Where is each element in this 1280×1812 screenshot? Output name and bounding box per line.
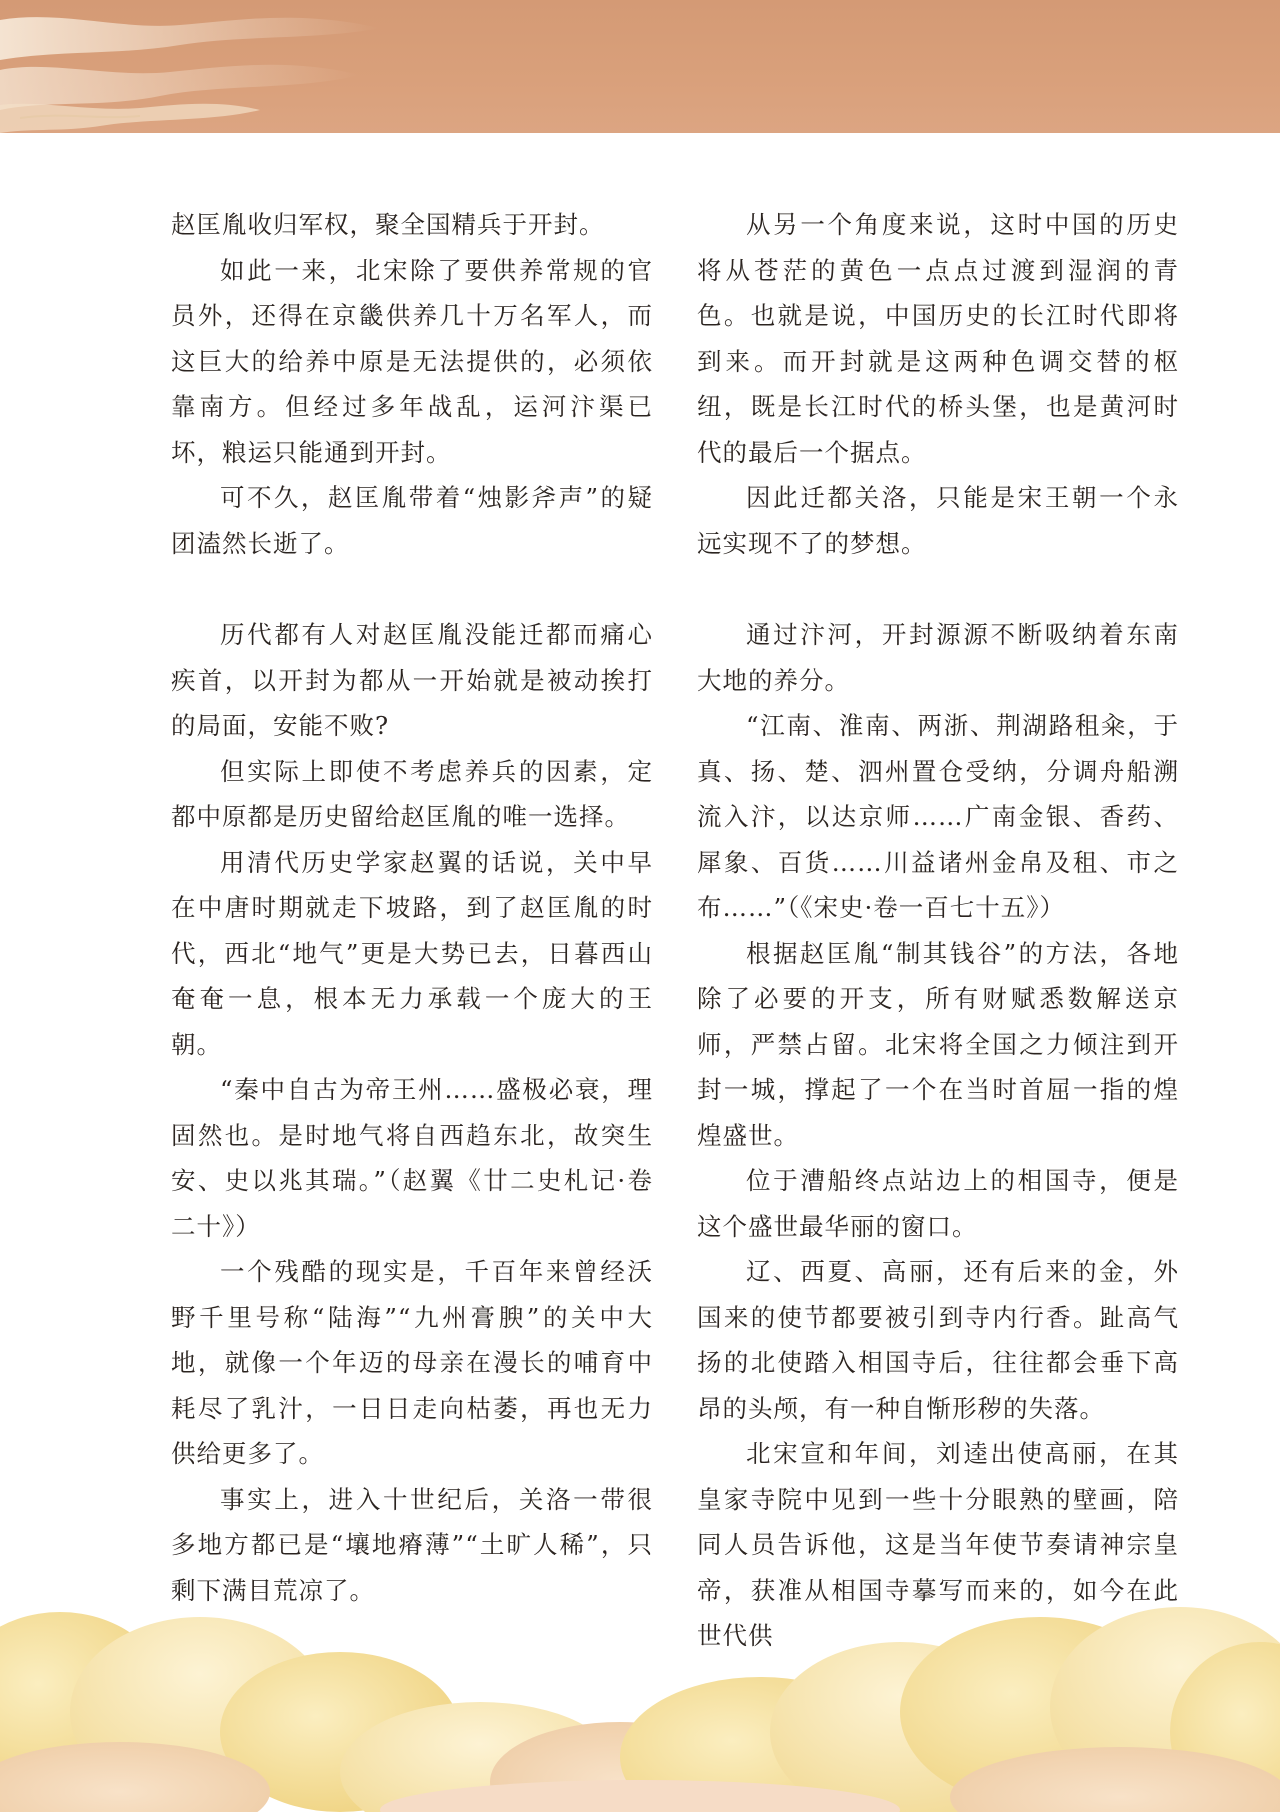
paragraph: 赵匡胤收归军权，聚全国精兵于开封。 [171, 210, 605, 239]
paragraph: 北宋宣和年间，刘逵出使高丽，在其皇家寺院中见到一些十分眼熟的壁画，陪同人员告诉他，这是当年使节奏请神宗皇帝，获准从相国寺摹写而来的，如今在此世代供 [697, 1439, 1179, 1650]
paragraph: 因此迁都关洛，只能是宋王朝一个永远实现不了的梦想。 [697, 483, 1179, 558]
paragraph: 但实际上即使不考虑养兵的因素，定都中原都是历史留给赵匡胤的唯一选择。 [171, 756, 653, 831]
paragraph: 辽、西夏、高丽，还有后来的金，外国来的使节都要被引到寺内行香。趾高气扬的北使踏入相国寺后，往往都会垂下高昂的头颅，有一种自惭形秽的失落。 [697, 1257, 1179, 1423]
top-banner [0, 0, 1280, 133]
paragraph: 根据赵匡胤“制其钱谷”的方法，各地除了必要的开支，所有财赋悉数解送京师，严禁占留。北宋将全国之力倾注到开封一城，撑起了一个在当时首屈一指的煌煌盛世。 [697, 938, 1179, 1150]
paragraph: 位于漕船终点站边上的相国寺，便是这个盛世最华丽的窗口。 [697, 1166, 1179, 1241]
section-gap [697, 566, 1179, 612]
section-gap [171, 566, 653, 612]
cloud-swirl-decoration [0, 0, 1280, 133]
paragraph: 从另一个角度来说，这时中国的历史将从苍茫的黄色一点点过渡到湿润的青色。也就是说，中国历史的长江时代即将到来。而开封就是这两种色调交替的枢纽，既是长江时代的桥头堡，也是黄河时代的最后一个据点。 [697, 210, 1179, 467]
paragraph: “江南、淮南、两浙、荆湖路租籴，于真、扬、楚、泗州置仓受纳，分调舟船溯流入汴，以达京师……广南金银、香药、犀象、百货……川益诸州金帛及租、市之布……”（《宋史·卷一百七十五》） [697, 711, 1179, 922]
paragraph: 一个残酷的现实是，千百年来曾经沃野千里号称“陆海”“九州膏腴”的关中大地，就像一个年迈的母亲在漫长的哺育中耗尽了乳汁，一日日走向枯萎，再也无力供给更多了。 [171, 1257, 653, 1468]
paragraph: 用清代历史学家赵翼的话说，关中早在中唐时期就走下坡路，到了赵匡胤的时代，西北“地气”更是大势已去，日暮西山奄奄一息，根本无力承载一个庞大的王朝。 [171, 847, 653, 1059]
paragraph: 通过汴河，开封源源不断吸纳着东南大地的养分。 [697, 620, 1179, 695]
paragraph: 如此一来，北宋除了要供养常规的官员外，还得在京畿供养几十万名军人，而这巨大的给养中原是无法提供的，必须依靠南方。但经过多年战乱，运河汴渠已坏，粮运只能通到开封。 [171, 255, 653, 467]
paragraph: 可不久，赵匡胤带着“烛影斧声”的疑团溘然长逝了。 [171, 483, 653, 558]
left-column [171, 202, 653, 1613]
paragraph: 历代都有人对赵匡胤没能迁都而痛心疾首，以开封为都从一开始就是被动挨打的局面，安能不败? [171, 620, 653, 740]
right-column [697, 202, 1179, 1659]
bottom-clouds [0, 1582, 1280, 1812]
paragraph: “秦中自古为帝王州……盛极必衰，理固然也。是时地气将自西趋东北，故突生安、史以兆其瑞。”（赵翼《廿二史札记·卷二十》） [171, 1075, 653, 1241]
cloud-decoration [0, 1582, 1280, 1812]
paragraph: 事实上，进入十世纪后，关洛一带很多地方都已是“壤地瘠薄”“土旷人稀”，只剩下满目荒凉了。 [171, 1484, 653, 1605]
